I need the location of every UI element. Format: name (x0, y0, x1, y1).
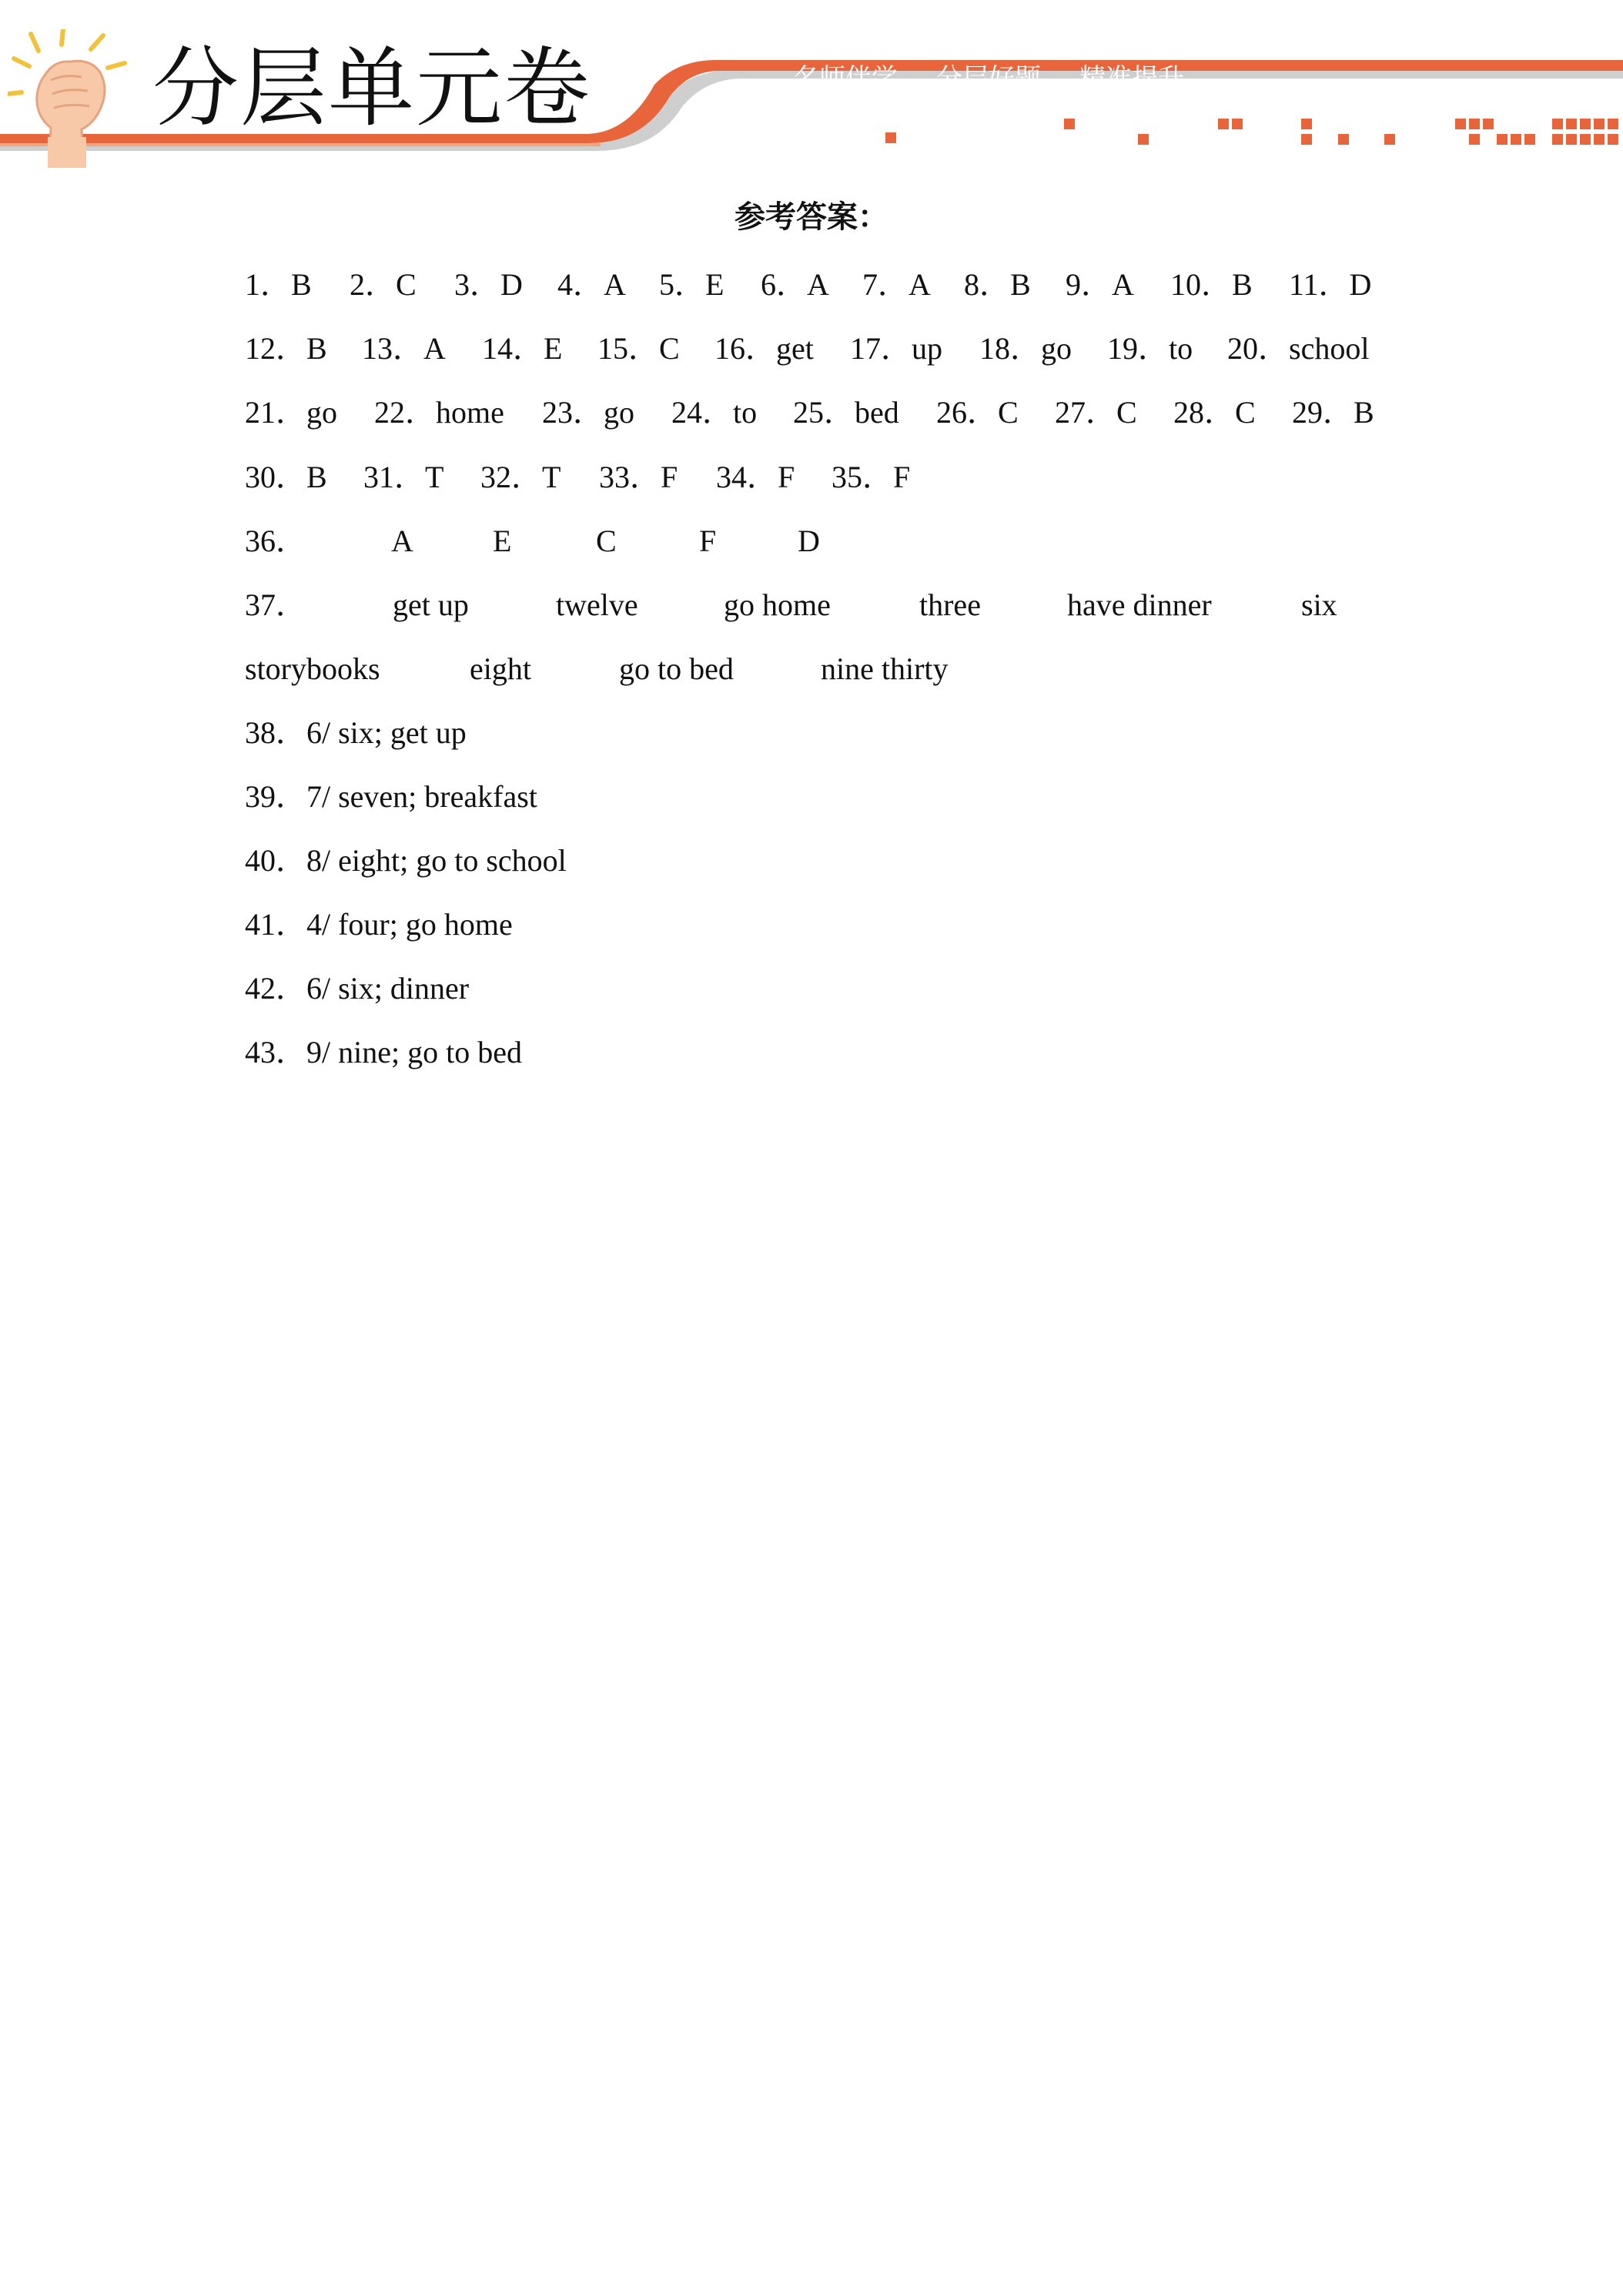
answer-item: 29．B (1292, 395, 1374, 430)
answer-line-41: 41．4/ four; go home (245, 907, 513, 942)
answer-item: 2．C (350, 267, 417, 302)
answer-line-39: 39．7/ seven; breakfast (245, 779, 537, 814)
header-title: 分层单元卷 (152, 38, 591, 139)
answer-item: 11．D (1289, 267, 1372, 302)
fist-logo-icon (8, 29, 139, 168)
answer-item: 25．bed (793, 395, 899, 430)
answer-item: go to bed (619, 651, 734, 686)
answer-line-43: 43．9/ nine; go to bed (245, 1035, 522, 1069)
answer-item: 6．A (761, 267, 829, 302)
answer-item: 13．A (362, 331, 446, 366)
answer-line-38: 38．6/ six; get up (245, 715, 467, 750)
answer-item: 34．F (716, 460, 795, 494)
answer-item: 35．F (832, 460, 911, 494)
answer-item: 14．E (482, 331, 563, 366)
answer-item: C (596, 524, 617, 558)
slogan-3: 精准提升 (1079, 63, 1184, 94)
answer-item: 17．up (850, 331, 942, 366)
answer-item: eight (470, 651, 531, 686)
answer-item: 30．B (245, 460, 327, 494)
answer-item: 7．A (862, 267, 931, 302)
answer-item: 3．D (454, 267, 523, 302)
answer-item: 36． (245, 524, 306, 558)
answer-item: 31．T (363, 460, 444, 494)
answer-item: go home (724, 587, 831, 622)
answer-line-40: 40．8/ eight; go to school (245, 843, 567, 878)
answer-item: 16．get (714, 331, 814, 366)
answer-item: 4．A (557, 267, 626, 302)
answer-item: 18．go (979, 331, 1072, 366)
answer-item: get up (393, 587, 469, 622)
answer-item: twelve (556, 587, 638, 622)
answer-line-42: 42．6/ six; dinner (245, 971, 470, 1006)
answer-item: 8．B (964, 267, 1031, 302)
answer-item: 21．go (245, 395, 337, 430)
answer-item: 33．F (599, 460, 678, 494)
page-header (0, 0, 1623, 177)
answer-item: 27．C (1055, 395, 1137, 430)
answer-item: 23．go (542, 395, 634, 430)
answer-item: nine thirty (821, 651, 949, 686)
answer-item: 1．B (245, 267, 312, 302)
answer-item: 15．C (597, 331, 680, 366)
answer-item: storybooks (245, 651, 380, 686)
answer-item: 24．to (671, 395, 758, 430)
answer-item: 9．A (1066, 267, 1134, 302)
answer-item: have dinner (1067, 587, 1212, 622)
answer-item: D (798, 524, 820, 558)
answer-item: 20．school (1227, 331, 1370, 366)
answers-title: 参考答案： (735, 199, 888, 235)
slogan-2: 分层好题 (936, 63, 1041, 94)
answer-item: 10．B (1170, 267, 1253, 302)
answer-item: A (391, 524, 413, 558)
answer-item: 26．C (936, 395, 1019, 430)
answer-item: F (699, 524, 717, 558)
answer-item: 37． (245, 587, 306, 622)
slogan-1: 名师伴学 (793, 63, 898, 94)
answer-item: 22．home (374, 395, 504, 430)
answer-item: 5．E (659, 267, 724, 302)
answer-item: three (919, 587, 981, 622)
answer-item: 12．B (245, 331, 327, 366)
answer-item: E (493, 524, 512, 558)
answer-item: 28．C (1173, 395, 1256, 430)
answer-item: 32．T (480, 460, 561, 494)
answer-item: 19．to (1107, 331, 1193, 366)
answer-item: six (1301, 587, 1337, 622)
